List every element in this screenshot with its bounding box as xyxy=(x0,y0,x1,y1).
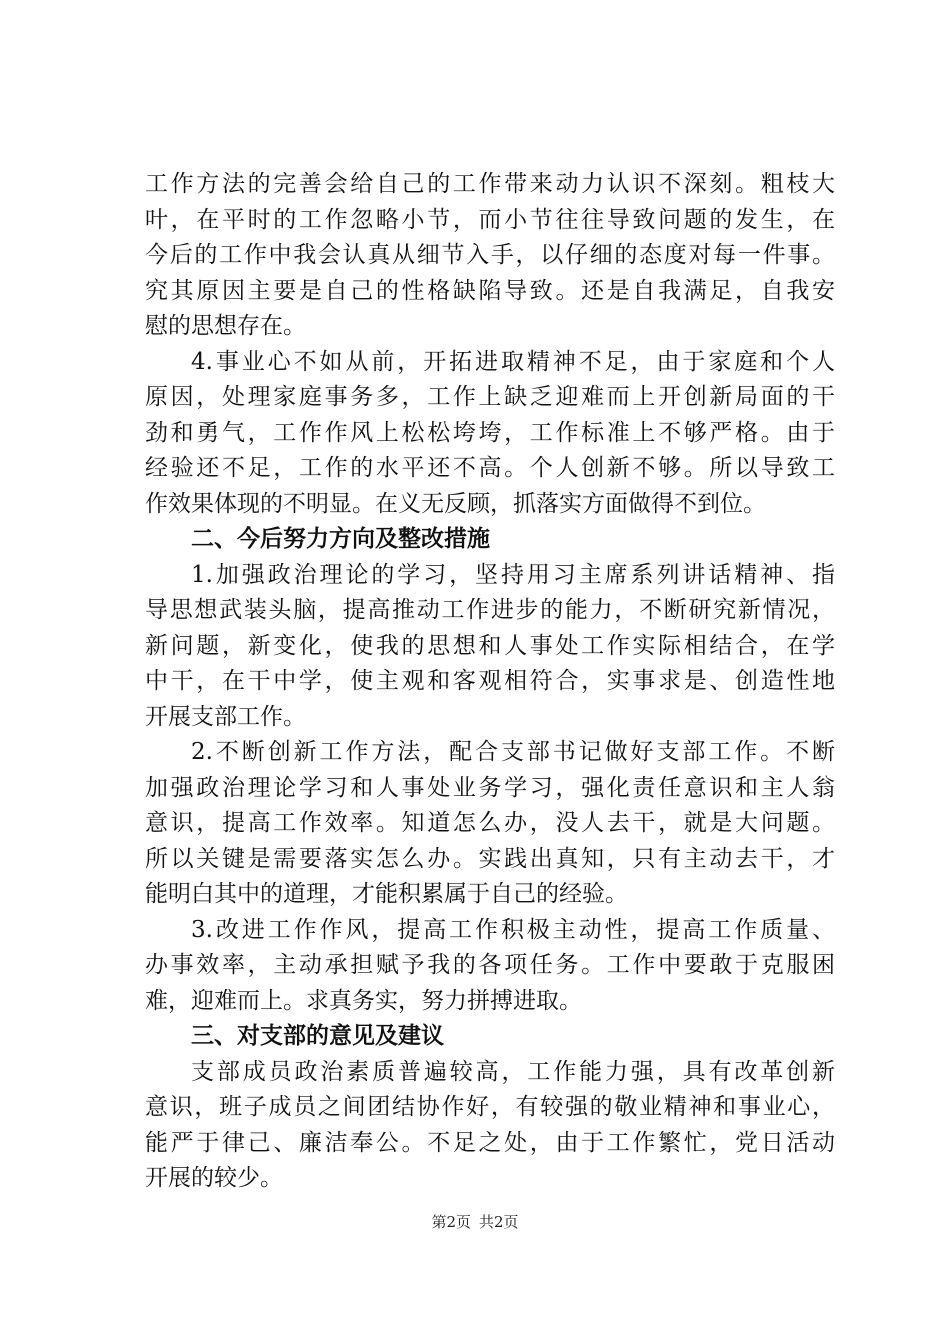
page-number-total: 共2页 xyxy=(479,1213,519,1231)
paragraph-line: 意识，班子成员之间团结协作好，有较强的敬业精神和事业心， xyxy=(145,1094,835,1120)
paragraph-line: 意识，提高工作效率。知道怎么办，没人去干，就是大问题。 xyxy=(145,810,835,836)
paragraph-line: 加强政治理论学习和人事处业务学习，强化责任意识和主人翁 xyxy=(145,774,835,801)
paragraph-line: 开展的较少。 xyxy=(145,1165,283,1191)
paragraph-line: 慰的思想存在。 xyxy=(145,313,306,339)
page-number-current: 第2页 xyxy=(431,1213,471,1231)
paragraph-line: 办事效率，主动承担赋予我的各项任务。工作中要敢于克服困 xyxy=(145,952,835,978)
paragraph-line: 经验还不足，工作的水平还不高。个人创新不够。所以导致工 xyxy=(145,455,835,481)
paragraph-line: 今后的工作中我会认真从细节入手，以仔细的态度对每一件事。 xyxy=(145,242,835,268)
paragraph-line: 劲和勇气，工作作风上松松垮垮，工作标准上不够严格。由于 xyxy=(145,419,835,446)
paragraph-line: 作效果体现的不明显。在义无反顾，抓落实方面做得不到位。 xyxy=(145,490,766,517)
paragraph-line: 2.不断创新工作方法，配合支部书记做好支部工作。不断 xyxy=(191,739,835,765)
paragraph-line: 1.加强政治理论的学习，坚持用习主席系列讲话精神、指 xyxy=(191,561,835,588)
document-body xyxy=(145,167,835,1197)
paragraph-line: 3.改进工作作风，提高工作积极主动性，提高工作质量、 xyxy=(191,916,835,943)
paragraph-line: 支部成员政治素质普遍较高，工作能力强，具有改革创新 xyxy=(191,1058,835,1085)
paragraph-line: 能明白其中的道理，才能积累属于自己的经验。 xyxy=(145,881,628,907)
paragraph-line: 难，迎难而上。求真务实，努力拼搏进取。 xyxy=(145,987,582,1014)
paragraph-line: 所以关键是需要落实怎么办。实践出真知，只有主动去干，才 xyxy=(145,845,835,872)
paragraph-line: 能严于律己、廉洁奉公。不足之处，由于工作繁忙，党日活动 xyxy=(145,1129,835,1156)
paragraph-line: 工作方法的完善会给自己的工作带来动力认识不深刻。粗枝大 xyxy=(145,171,835,197)
section-heading: 三、对支部的意见及建议 xyxy=(191,1023,444,1049)
paragraph-line: 叶，在平时的工作忽略小节，而小节往往导致问题的发生，在 xyxy=(145,206,835,233)
paragraph-line: 中干，在干中学，使主观和客观相符合，实事求是、创造性地 xyxy=(145,668,835,694)
page-footer xyxy=(0,1212,950,1232)
paragraph-line: 原因，处理家庭事务多，工作上缺乏迎难而上开创新局面的干 xyxy=(145,384,835,410)
paragraph-line: 新问题，新变化，使我的思想和人事处工作实际相结合，在学 xyxy=(145,632,835,659)
section-heading: 二、今后努力方向及整改措施 xyxy=(191,526,490,552)
paragraph-line: 开展支部工作。 xyxy=(145,703,306,730)
paragraph-line: 究其原因主要是自己的性格缺陷导致。还是自我满足，自我安 xyxy=(145,277,835,304)
paragraph-line: 4.事业心不如从前，开拓进取精神不足，由于家庭和个人 xyxy=(191,348,835,375)
paragraph-line: 导思想武装头脑，提高推动工作进步的能力，不断研究新情况， xyxy=(145,597,835,623)
